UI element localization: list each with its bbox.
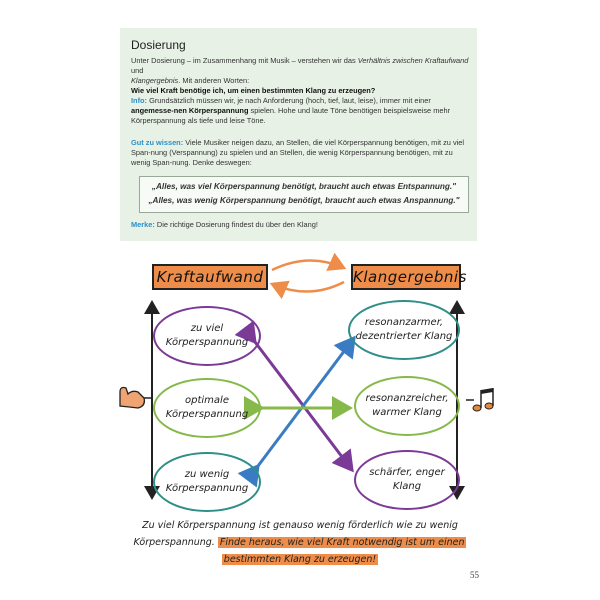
intro-text-2: und bbox=[131, 66, 144, 75]
info-text-2: spielen. Hohe und laute Töne benötigen beispielsweise mehr Körperspannung als tiefe und leise Töne. bbox=[131, 106, 451, 125]
ellipse-low-resonance-sound bbox=[348, 300, 460, 360]
page-number: 55 bbox=[470, 570, 479, 580]
ellipse-too-little-tension bbox=[153, 452, 261, 512]
ellipse-text: resonanzarmer, bbox=[364, 317, 444, 328]
intro-text-1: Unter Dosierung – im Zusammenhang mit Musik – verstehen wir das bbox=[131, 56, 358, 65]
ellipse-text: Körperspannung bbox=[165, 483, 249, 494]
ellipse-text: Körperspannung bbox=[165, 409, 249, 420]
remember-text: Die richtige Dosierung findest du über den Klang! bbox=[154, 220, 318, 229]
bottom-line-2a: Körperspannung. bbox=[133, 537, 215, 548]
cycle-arrow-bottom bbox=[272, 282, 344, 292]
bottom-line-2 bbox=[115, 535, 485, 551]
intro-emphasis-1: Verhältnis zwischen Kraftaufwand bbox=[357, 56, 469, 65]
ellipse-text: Klang bbox=[392, 481, 422, 492]
bottom-highlight-2: bestimmten Klang zu erzeugen! bbox=[223, 554, 377, 565]
ellipse-too-much-tension bbox=[153, 306, 261, 366]
ellipse-text: dezentrierter Klang bbox=[355, 331, 453, 342]
ellipse-text: zu viel bbox=[190, 323, 224, 334]
blue-cross-arrow bbox=[258, 338, 354, 466]
ellipse-text: warmer Klang bbox=[372, 407, 442, 418]
key-question: Wie viel Kraft benötige ich, um einen bestimmten Klang zu erzeugen? bbox=[131, 86, 376, 95]
ellipse-text: resonanzreicher, bbox=[365, 393, 449, 404]
quote-1: „Alles, was viel Körperspannung benötigt, braucht auch etwas Entspannung." bbox=[151, 182, 457, 191]
intro-emphasis-2: Klangergebnis bbox=[131, 76, 179, 85]
bottom-line-1: Zu viel Körperspannung ist genauso wenig förderlich wie zu wenig bbox=[142, 520, 458, 531]
header-klangergebnis: Klangergebnis bbox=[351, 264, 461, 290]
header-kraftaufwand: Kraftaufwand bbox=[152, 264, 268, 290]
info-label: Info: bbox=[131, 96, 148, 105]
ellipse-warm-sound bbox=[354, 376, 460, 436]
bottom-highlight-1: Finde heraus, wie viel Kraft notwendig ist um einen bbox=[219, 537, 465, 548]
ellipse-text: schärfer, enger bbox=[369, 467, 445, 478]
info-bold: angemesse-nen Körperspannung bbox=[131, 106, 249, 115]
box-title: Dosierung bbox=[131, 38, 186, 52]
ellipse-text: Körperspannung bbox=[165, 337, 249, 348]
good-text: Viele Musiker neigen dazu, an Stellen, die viel Körperspannung benötigen, mit zu viel Span-nung (Verspannung) zu spielen und an Stellen, die wenig Körperspannung benötigen, mit zu wenig Span-nung. Denke deswegen: bbox=[131, 138, 465, 167]
ellipse-text: zu wenig bbox=[184, 469, 230, 480]
bottom-line-3 bbox=[115, 552, 485, 568]
good-label: Gut zu wissen: bbox=[131, 138, 184, 147]
remember-label: Merke: bbox=[131, 220, 155, 229]
intro-text-3: . Mit anderen Worten: bbox=[178, 76, 250, 85]
info-text-1: Grundsätzlich müssen wir, je nach Anforderung (hoch, tief, laut, leise), immer mit einer bbox=[147, 96, 431, 105]
music-notes-icon bbox=[466, 388, 493, 411]
ellipse-optimal-tension bbox=[153, 378, 261, 438]
ellipse-text: optimale bbox=[185, 395, 229, 406]
quote-2: „Alles, was wenig Körperspannung benötigt, braucht auch etwas Anspannung." bbox=[148, 196, 460, 205]
cycle-arrow-top bbox=[272, 260, 344, 270]
ellipse-sharp-narrow-sound bbox=[354, 450, 460, 510]
flexed-arm-icon bbox=[120, 388, 152, 409]
